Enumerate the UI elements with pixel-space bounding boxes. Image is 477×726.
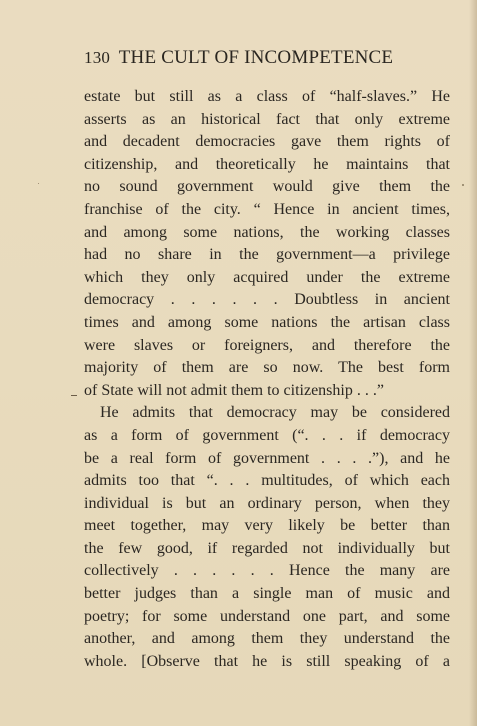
text-line: be a real form of government . . . .”), and he [84, 449, 450, 467]
text-line: estate but still as a class of “half-slaves.” He [84, 88, 450, 105]
body-text [84, 86, 450, 673]
text-line: admits too that “. . . multitudes, of which each [84, 472, 450, 490]
text-line: had no share in the government—a privilege [84, 246, 450, 264]
text-line: as a form of government (“. . . if democracy [84, 426, 450, 444]
text-line: no sound government would give them the [84, 178, 450, 196]
text-line: meet together, may very likely be better than [84, 517, 450, 535]
text-line: of State will not admit them to citizenship . . .” [84, 381, 384, 399]
text-line: which they only acquired under the extreme [84, 268, 450, 286]
text-line: were slaves or foreigners, and therefore the [84, 336, 450, 354]
text-line: and among some nations, the working classes [84, 223, 450, 241]
running-title: THE CULT OF INCOMPETENCE [118, 47, 394, 68]
paragraph-first-line: He admits that democracy may be considered [100, 404, 450, 422]
text-line: majority of them are so now. The best form [84, 359, 450, 377]
text-line: the few good, if regarded not individually but [84, 539, 450, 557]
margin-mark [71, 395, 77, 396]
paper-speck [38, 183, 39, 184]
text-line: better judges than a single man of music and [84, 585, 450, 603]
text-line: asserts as an historical fact that only extreme [84, 110, 450, 128]
text-line: poetry; for some understand one part, and some [84, 607, 450, 625]
text-line: democracy . . . . . . Doubtless in ancient [84, 291, 450, 309]
text-line: times and among some nations the artisan class [84, 313, 450, 331]
text-line: another, and among them they understand the [84, 630, 450, 648]
text-line: and decadent democracies gave them rights of [84, 133, 450, 151]
text-line: franchise of the city. “ Hence in ancient times, [84, 200, 450, 218]
running-head [84, 47, 450, 69]
text-line: citizenship, and theoretically he maintains that [84, 155, 450, 173]
text-line: whole. [Observe that he is still speaking of a [84, 652, 450, 670]
text-line: collectively . . . . . . Hence the many are [84, 562, 450, 580]
paper-speck [462, 184, 464, 186]
page-number: 130 [84, 48, 111, 67]
text-line: individual is but an ordinary person, when they [84, 494, 450, 512]
